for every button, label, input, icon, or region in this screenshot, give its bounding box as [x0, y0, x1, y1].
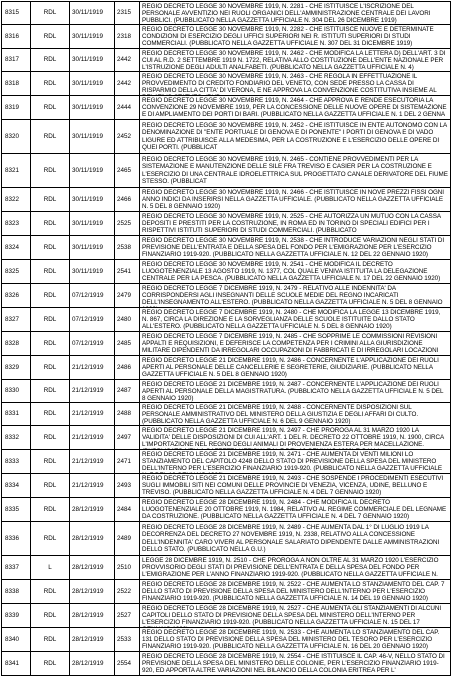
record-description [140, 25, 451, 49]
record-description-text: REGIO DECRETO LEGGE 28 DICEMBRE 1919, N. 2484 - CHE MODIFICA IL DECRETO LUOGOTENENZIALE 20 OTTOBRE 1919, N. 1984, RELATIVO AL REGIME COMMERCIALE DEL LEGNAME DA COSTRUZIONE. (PUBBLICATO NELLA GAZZETTA UFFICIALE N. 4 DEL 7 GENNAIO 1920) [142, 498, 447, 521]
record-description [140, 474, 451, 498]
record-type: RDL [31, 154, 70, 188]
record-number: 8337 [2, 556, 31, 580]
record-date: 30/11/1919 [70, 236, 115, 260]
record-date: 28/12/1919 [70, 580, 115, 604]
record-description-text: REGIO DECRETO LEGGE 30 NOVEMBRE 1919, N. 2466 - CHE ISTITUISCE IN NOVE PREZZI FISSI OGNI ANNO INDICI DA INSERIRSI NELLA GAZZETTA UFFICIALE. (PUBBLICATO NELLA GAZZETTA UFFICIALE N. 5 DEL 8 GENNAIO 1920) [142, 188, 445, 211]
record-description [140, 96, 451, 120]
record-page: 2479 [115, 284, 140, 308]
record-description [140, 652, 451, 676]
record-number: 8323 [2, 212, 31, 236]
record-number: 8338 [2, 580, 31, 604]
record-type: RDL [31, 450, 70, 474]
record-description-text: REGIO DECRETO LEGGE 28 DICEMBRE 1919, N. 2533 - CHE AUMENTA LO STANZIAMENTO DEL CAP. 131 DELLO STATO DI PREVISIONE DELLA SPESA DEL MINISTERO DEL TESORO PER L'ESERCIZIO FINANZIARIO 1919-920. (PUBBLICATO NELLA GAZZETTA UFFICIALE N. 16 DEL 20 GENNAIO 1920) [142, 628, 440, 651]
record-type: RDL [31, 380, 70, 403]
record-number: 8340 [2, 628, 31, 652]
record-type: RDL [31, 284, 70, 308]
record-description [140, 450, 451, 474]
record-date: 30/11/1919 [70, 212, 115, 236]
record-number: 8328 [2, 332, 31, 356]
record-type: RDL [31, 2, 70, 25]
record-description-text: REGIO DECRETO LEGGE 30 NOVEMBRE 1919, N. 2452 - CHE ISTITUISCE IN ENTE AUTONOMO CON LA DENOMINAZIONE DI "ENTE PORTUALE DI GENOVA E DI PONENTE" I PORTI DI GENOVA E DI VADO LIGURE ED ATTRIBUISCE ALLA MEDESIMA, PER LA COSTRUZIONE E L'ESERCIZIO DELLE OPERE DI QUEI PORTI. (PUBBLICAT [142, 121, 447, 151]
record-description-text: REGIO DECRETO LEGGE 21 DICEMBRE 1919, N. 2488 - CONCERNENTE DISPOSIZIONI SUL PERSONALE AMMINISTRATIVO DEL MINISTERO DELLA GIUSTIZIA E DEGLI AFFARI DI CULTO. (PUBBLICATO NELLA GAZZETTA UFFICIALE N. 6 DEL 9 GENNAIO 1920) [142, 403, 419, 425]
record-type: L [31, 556, 70, 580]
record-description-text: REGIO DECRETO LEGGE 21 DICEMBRE 1919, N. 2471 - CHE AUMENTA DI VENTI MILIONI LO STANZIAMENTO DEL CAPITOLO 4248 DELLO STATO DI PREVISIONE DELLA SPESA DEL MINISTERO DELL'INTERNO PER L'ESERCIZIO FINANZIARIO 1919-920. (PUBBLICATO NELLA GAZZETTA UFFICIALE [142, 450, 443, 473]
table-row [2, 120, 451, 154]
record-page: 2452 [115, 120, 140, 154]
table-row [2, 604, 451, 628]
record-number: 8336 [2, 522, 31, 556]
record-description [140, 380, 451, 403]
record-page: 2487 [115, 380, 140, 403]
record-page: 2465 [115, 154, 140, 188]
record-page: 2522 [115, 580, 140, 604]
record-number: 8315 [2, 2, 31, 25]
record-description-text: LEGGE 28 DICEMBRE 1919, N. 2510 - CHE PROROGA A NON OLTRE AL 31 MARZO 1920 L'ESERCIZIO PROVVISORIO DEGLI STATI DI PREVISIONE DELL'ENTRATA E DELLA SPESA DEL FONDO PER L'EMIGRAZIONE PER L'ANNO FINANZIARIO 1919-920. (PUBBLICATO NELLA GAZZETTA UFFICIALE N. [142, 556, 439, 579]
table-row [2, 556, 451, 580]
record-number: 8326 [2, 284, 31, 308]
record-description-text: REGIO DECRETO LEGGE 28 DICEMBRE 1919, N. 2527 - CHE AUMENTA GLI STANZIAMENTI DI ALCUNI CAPITOLI DELLO STATO DI PREVISIONE DELLA SPESA DEL MINISTERO DELL'INTERNO PER L'ESERCIZIO FINANZIARIO 1919-920. (PUBBLICATO NELLA GAZZETTA UFFICIALE N. 15 DEL 17 [142, 604, 442, 627]
record-description [140, 604, 451, 628]
record-page: 2471 [115, 450, 140, 474]
table-row [2, 426, 451, 450]
record-description-text: REGIO DECRETO LEGGE 30 NOVEMBRE 1919, N. 2538 - CHE INTRODUCE VARIAZIONI NEGLI STATI DI PREVISIONE DELL'ENTRATA E DELLA SPESA DEL FONDO PER L'EMIGRAZIONE PER L'ESERCIZIO FINANZIARIO 1919-920. (PUBBLICATO NELLA GAZZETTA UFFICIALE N. 12 DEL 22 GENNAIO 1920) [142, 236, 445, 259]
record-page: 2541 [115, 260, 140, 284]
record-type: RDL [31, 522, 70, 556]
record-page: 2318 [115, 25, 140, 49]
record-description [140, 308, 451, 332]
record-type: RDL [31, 212, 70, 236]
record-page: 2538 [115, 236, 140, 260]
record-description-text: REGIO DECRETO LEGGE 7 DICEMBRE 1919, N. 2485 - CHE SOPPRIME LE COMMISSIONI REVISIONI APPALTI E REQUISIZIONI, E DEFERISCE LA COMPETENZA PER I CRIMINI ALLA GIURISDIZIONE MILITARE DIPENDENTI DA IRREGOLARI OCCUPAZIONI DI FABBRICATI E DI IRREGOLARI LOCAZIONI [142, 332, 439, 355]
record-date: 07/12/1919 [70, 332, 115, 356]
table-row [2, 308, 451, 332]
record-description-text: REGIO DECRETO LEGGE 21 DICEMBRE 1919, N. 2493 - CHE SOSPENDE I PROCEDIMENTI ESECUTIVI SUGLI IMMOBILI SITI NEI COMUNI DELLE PROVINCIE DI VENEZIA, VICENZA, UDINE, BELLUNO E TREVISO. (PUBBLICATO NELLA GAZZETTA UFFICIALE N. 4 DEL 7 GENNAIO 1920) [142, 474, 444, 497]
table-row [2, 380, 451, 403]
record-page: 2485 [115, 332, 140, 356]
record-description [140, 212, 451, 236]
table-row [2, 96, 451, 120]
record-type: RDL [31, 188, 70, 212]
record-date: 30/11/1919 [70, 72, 115, 96]
record-description [140, 2, 451, 25]
record-date: 28/12/1919 [70, 556, 115, 580]
record-number: 8329 [2, 356, 31, 380]
record-number: 8334 [2, 474, 31, 498]
record-date: 28/12/1919 [70, 628, 115, 652]
record-description-text: REGIO DECRETO LEGGE 30 NOVEMBRE 1919, N. 2464 - CHE APPROVA E RENDE ESECUTORIA LA CONVENZIONE 29 NOVEMBRE 1919, PER LA CONCESSIONE DELLE NUOVE OPERE DI SISTEMAZIONE E DI AMPLIAMENTO DEI PORTI DI BARI. (PUBBLICATO NELLA GAZZETTA UFFICIALE N. 1 DEL 2 GENNA [142, 96, 447, 119]
record-description-text: REGIO DECRETO LEGGE 28 DICEMBRE 1919, N. 2522 - CHE AUMENTA LO STANZIAMENTO DEL CAP. 7 DELLO STATO DI PREVISIONE DELLA SPESA DEL MINISTERO DELL'INTERNO PER L'ESERCIZIO FINANZIARIO 1919-920. (PUBBLICATO NELLA GAZZETTA UFFICIALE N. 14 DEL 19 GENNAIO 1920) [142, 580, 445, 603]
record-description-text: REGIO DECRETO LEGGE 28 DICEMBRE 1919, N. 2489 - CHE AUMENTA DAL 1° DI LUGLIO 1919 LA DECORRENZA DEL DECRETO 27 NOVEMBRE 1919, N. 2338, RELATIVO ALLA CONCESSIONE DELL'INDENNITA' CARO VIVERI AL PERSONALE SALARIATO DIPENDENTE DALLE AMMINISTRAZIONI DELLO STATO. (PUBBLICATO NELLA G.U.) [142, 523, 440, 553]
record-page: 2486 [115, 356, 140, 380]
record-type: RDL [31, 236, 70, 260]
record-description [140, 72, 451, 96]
table-row [2, 498, 451, 522]
record-page: 2554 [115, 652, 140, 676]
records-table [1, 1, 451, 676]
record-description [140, 284, 451, 308]
record-number: 8335 [2, 498, 31, 522]
record-date: 30/11/1919 [70, 49, 115, 72]
record-number: 8331 [2, 403, 31, 426]
record-number: 8330 [2, 380, 31, 403]
record-date: 30/11/1919 [70, 96, 115, 120]
record-type: RDL [31, 628, 70, 652]
record-page: 2466 [115, 188, 140, 212]
table-row [2, 332, 451, 356]
table-row [2, 72, 451, 96]
record-page: 2533 [115, 628, 140, 652]
record-description [140, 426, 451, 450]
record-description [140, 580, 451, 604]
record-number: 8322 [2, 188, 31, 212]
record-page: 2497 [115, 426, 140, 450]
record-description-text: REGIO DECRETO LEGGE 7 DICEMBRE 1919, N. 2479 - RELATIVO ALLE INDENNITA' DA CORRISPONDERSI AGLI INSEGNANTI DELLE SCUOLE MEDIE DEL REGNO INCARICATI DELL'INSEGNAMENTO ALL'ESTERO. (PUBBLICATO NELLA GAZZETTA UFFICIALE N. 5 DEL 8 GENNAIO [142, 284, 443, 307]
record-description-text: REGIO DECRETO LEGGE 21 DICEMBRE 1919, N. 2497 - CHE PROROGA AL 31 MARZO 1920 LA VALIDITA' DELLE DISPOSIZIONI DI CUI ALL'ART. 1 DEL R. DECRETO 22 OTTOBRE 1919, N. 1900, CIRCA L'IMPORTAZIONE NEL REGNO DEGLI ANIMALI DI PROVENIENZA ESTERA PER MACELLAZIONE. [142, 426, 444, 449]
table-row [2, 356, 451, 380]
record-number: 8317 [2, 49, 31, 72]
record-type: RDL [31, 120, 70, 154]
record-number: 8321 [2, 154, 31, 188]
record-description [140, 120, 451, 154]
record-page: 2480 [115, 308, 140, 332]
record-description-text: REGIO DECRETO LEGGE 30 NOVEMBRE 1919, N. 2465 - CONTIENE PROVVEDIMENTI PER LA SISTEMAZIONE E MANUTENZIONE DELLE SILE FRA TREVISO E CASIER PER LA COSTRUZIONE E L'ESERCIZIO DI UNA CENTRALE IDROELETTRICA SUL PROGETTATO CANALE DERIVATORE DEL FIUME STESSO. (PUBBLICAT [142, 155, 448, 185]
table-row [2, 260, 451, 284]
record-description-text: REGIO DECRETO LEGGE 30 NOVEMBRE 1919, N. 2462 - CHE MODIFICA LA LETTERA D) DELL'ART. 3 DI CUI AL R.D. 2 SETTEMBRE 1919 N. 1722, RELATIVA ALLO COSTITUZIONE DELL'ENTE NAZIONALE PER L'ISTRUZIONE DEGLI ADULTI ANALFABETI. (PUBBLICATO NELLA GAZZETTA UFFICIALE N. 4) [142, 49, 446, 71]
record-date: 21/12/1919 [70, 403, 115, 426]
table-row [2, 522, 451, 556]
table-row [2, 450, 451, 474]
record-type: RDL [31, 403, 70, 426]
record-date: 07/12/1919 [70, 308, 115, 332]
record-date: 21/12/1919 [70, 426, 115, 450]
record-date: 28/12/1919 [70, 604, 115, 628]
record-description [140, 498, 451, 522]
record-description-text: REGIO DECRETO LEGGE 30 NOVEMBRE 1919, N. 2281 - CHE ISTITUISCE L'ISCRIZIONE DEL PERSONALE AVVENTIZIO NEI RUOLI ORGANICI DELL'AMMINISTRAZIONE CENTRALE DEI LAVORI PUBBLICI. (PUBBLICATO NELLA GAZZETTA UFFICIALE N. 304 DEL 26 DICEMBRE 1919) [142, 2, 431, 24]
record-page: 2442 [115, 72, 140, 96]
record-date: 21/12/1919 [70, 356, 115, 380]
record-date: 28/12/1919 [70, 498, 115, 522]
table-row [2, 154, 451, 188]
table-row [2, 2, 451, 25]
record-number: 8316 [2, 25, 31, 49]
table-row [2, 49, 451, 72]
table-row [2, 628, 451, 652]
record-description [140, 236, 451, 260]
record-number: 8332 [2, 426, 31, 450]
table-row [2, 236, 451, 260]
record-page: 2444 [115, 96, 140, 120]
record-description-text: REGIO DECRETO LEGGE 28 DICEMBRE 1919, N. 2554 - CHE ISTITUISCE IL CAP. 46-V, NELLO STATO DI PREVISIONE DELLA SPESA DEL MINISTERO DELLE COLONIE, PER L'ESERCIZIO FINANZIARIO 1919-920, ED APPORTA ALTRE VARIAZIONI NEL BILANCIO DELLA COLONIA ERITREA PER L' [142, 652, 445, 675]
record-number: 8324 [2, 236, 31, 260]
record-type: RDL [31, 498, 70, 522]
record-type: RDL [31, 96, 70, 120]
record-description-text: REGIO DECRETO LEGGE 7 DICEMBRE 1919, N. 2480 - CHE MODIFICA LA LEGGE 13 DICEMBRE 1919, N. 867, CIRCA LA DIREZIONE E LA SORVEGLIANZA DELLE SCUOLE ISTITUITE DALLO STATO ALL'ESTERO. (PUBBLICATO NELLA GAZZETTA UFFICIALE N. 5 DEL 8 GENNAIO 1920) [142, 308, 441, 331]
record-description [140, 522, 451, 556]
record-date: 21/12/1919 [70, 380, 115, 403]
record-type: RDL [31, 426, 70, 450]
record-page: 2525 [115, 212, 140, 236]
record-type: RDL [31, 652, 70, 676]
record-page: 2442 [115, 49, 140, 72]
record-type: RDL [31, 580, 70, 604]
record-description [140, 403, 451, 426]
table-row [2, 403, 451, 426]
record-date: 30/11/1919 [70, 154, 115, 188]
record-type: RDL [31, 72, 70, 96]
record-number: 8339 [2, 604, 31, 628]
record-type: RDL [31, 332, 70, 356]
record-date: 21/12/1919 [70, 474, 115, 498]
record-number: 8319 [2, 96, 31, 120]
record-number: 8327 [2, 308, 31, 332]
record-type: RDL [31, 308, 70, 332]
record-description [140, 260, 451, 284]
record-date: 07/12/1919 [70, 284, 115, 308]
record-type: RDL [31, 49, 70, 72]
record-date: 30/11/1919 [70, 25, 115, 49]
record-date: 28/12/1919 [70, 652, 115, 676]
record-description [140, 332, 451, 356]
table-row [2, 284, 451, 308]
record-description-text: REGIO DECRETO LEGGE 30 NOVEMBRE 1919, N. 2463 - CHE REGOLA IN EFFETTUAZIONE IL PROVVEDIMENTO DI CREDITO FONDIARIO DEL VENETO, CON SEDE PRESSO LA CASSA DI RISPARMIO DELLA CITTA' DI VERONA, E NE APPROVA LA CONVENZIONE COSTITUTIVA INSIEME AL [142, 72, 437, 95]
record-description [140, 556, 451, 580]
table-row [2, 25, 451, 49]
record-type: RDL [31, 25, 70, 49]
record-date: 28/12/1919 [70, 522, 115, 556]
record-number: 8320 [2, 120, 31, 154]
record-page: 2510 [115, 556, 140, 580]
record-page: 2489 [115, 522, 140, 556]
record-description [140, 628, 451, 652]
records-table-body [2, 2, 451, 676]
record-number: 8333 [2, 450, 31, 474]
record-number: 8318 [2, 72, 31, 96]
record-date: 21/12/1919 [70, 450, 115, 474]
record-type: RDL [31, 604, 70, 628]
record-date: 30/11/1919 [70, 120, 115, 154]
record-description [140, 188, 451, 212]
record-description [140, 49, 451, 72]
record-date: 30/11/1919 [70, 2, 115, 25]
record-number: 8341 [2, 652, 31, 676]
record-description-text: REGIO DECRETO LEGGE 21 DICEMBRE 1919, N. 2486 - CONCERNENTE L'APPLICAZIONE DEI RUOLI APERTI AL PERSONALE DELLE CANCELLERIE E SEGRETERIE, GIUDIZIARIE. (PUBBLICATO NELLA GAZZETTA UFFICIALE N. 5 DEL 8 GENNAIO 1920) [142, 356, 439, 379]
record-date: 30/11/1919 [70, 260, 115, 284]
table-row [2, 212, 451, 236]
table-row [2, 652, 451, 676]
record-description-text: REGIO DECRETO LEGGE 30 NOVEMBRE 1919, N. 2525 - CHE AUTORIZZA UN MUTUO CON LA CASSA DEPOSITI E PRESTITI PER LA COSTRUZIONE, IN ROMA ED IN TORINO DI SPECIALI EDIFICI PER I RISPETTIVI ISTITUTI SUPERIORI DI STUDI COMMERCIALI. (PUBBLICATO [142, 212, 441, 235]
record-description [140, 356, 451, 380]
table-row [2, 188, 451, 212]
record-page: 2488 [115, 403, 140, 426]
record-type: RDL [31, 356, 70, 380]
record-number: 8325 [2, 260, 31, 284]
record-page: 2315 [115, 2, 140, 25]
record-description-text: REGIO DECRETO LEGGE 30 NOVEMBRE 1919, N. 2282 - CHE ISTITUISCE NUOVE E DETERMINATE CONDIZIONI DI ESERCIZIO DEGLI UFFICI SUPERIORI NEI R. ISTITUTI SUPERIORI DI STUDI COMMERCIALI. (PUBBLICATO NELLA GAZZETTA UFFICIALE N. 307 DEL 31 DICEMBRE 1919) [142, 25, 434, 48]
record-date: 30/11/1919 [70, 188, 115, 212]
record-type: RDL [31, 474, 70, 498]
record-page: 2484 [115, 498, 140, 522]
table-row [2, 580, 451, 604]
record-description [140, 154, 451, 188]
record-description-text: REGIO DECRETO LEGGE 21 DICEMBRE 1919, N. 2487 - CONCERNENTE L'APPLICAZIONE DEI RUOLI APERTI AL PERSONALE DELLA MAGISTRATURA. (PUBBLICATO NELLA GAZZETTA UFFICIALE N. 5 DEL 8 GENNAIO 1920) [142, 380, 444, 402]
record-page: 2493 [115, 474, 140, 498]
record-page: 2527 [115, 604, 140, 628]
record-type: RDL [31, 260, 70, 284]
table-row [2, 474, 451, 498]
record-description-text: REGIO DECRETO LEGGE 30 NOVEMBRE 1919, N. 2541 - CHE MODIFICA IL DECRETO LUOGOTENENZIALE 13 AGOSTO 1919, N. 1377, COL QUALE VENIVA ISTITUITA LA DELEGAZIONE CENTRALE PER LA PESCA. (PUBBLICATO NELLA GAZZETTA UFFICIALE N. 17 DEL 22 GENNAIO 1920) [142, 260, 441, 283]
